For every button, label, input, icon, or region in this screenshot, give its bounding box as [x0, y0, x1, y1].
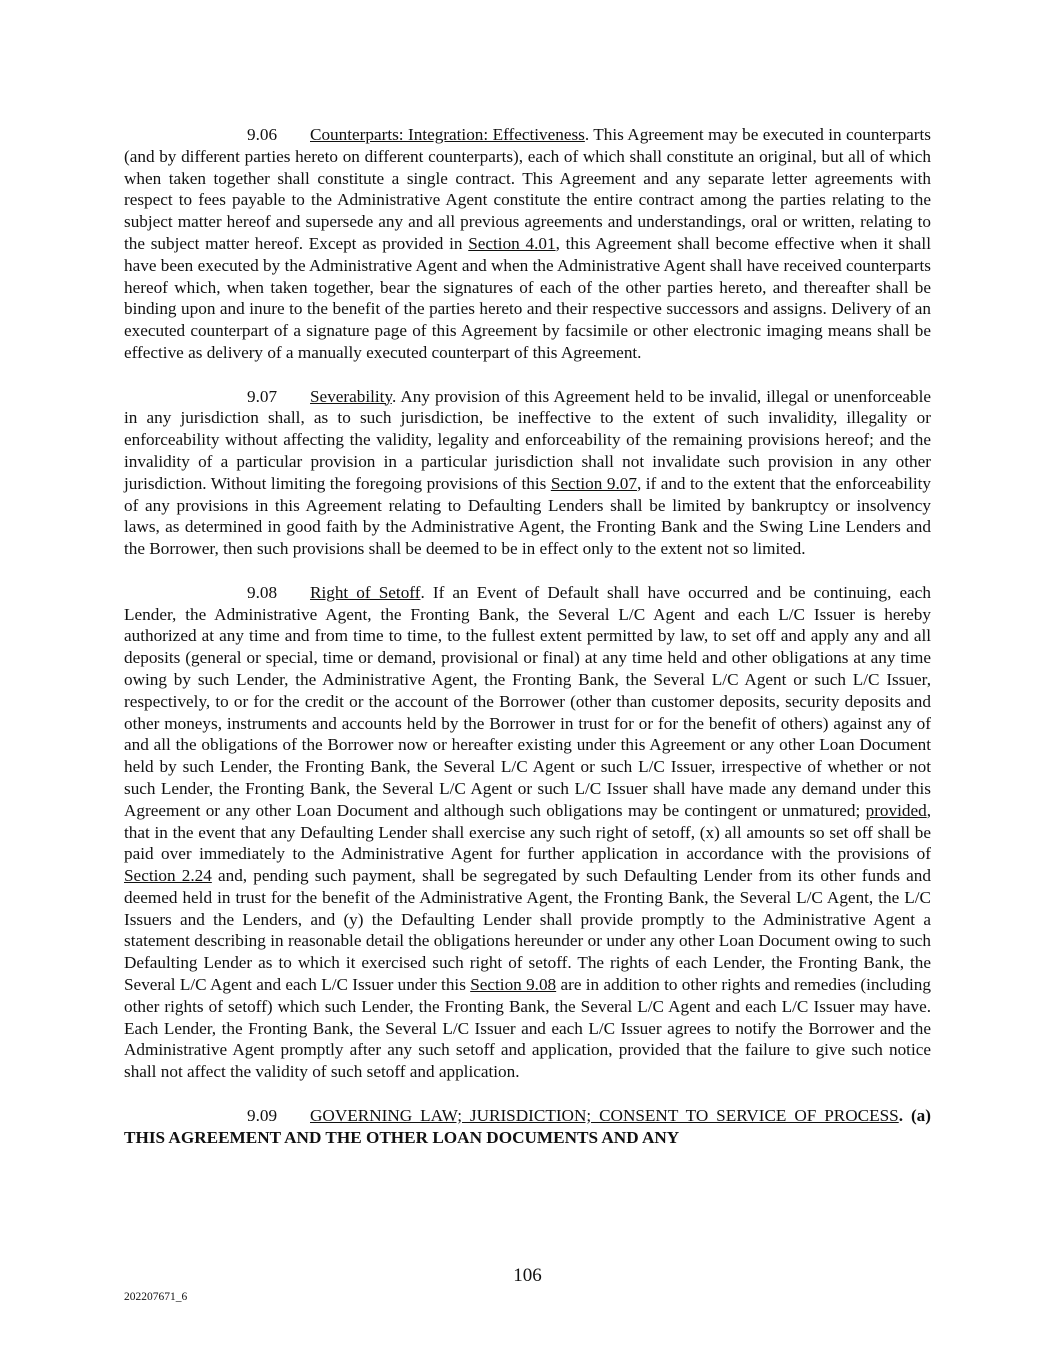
section-9-09: [124, 1105, 931, 1149]
section-9-08: [124, 582, 931, 1083]
section-9-07: [124, 386, 931, 560]
page-number: 106: [513, 1265, 542, 1286]
section-text: , that in the event that any Defaulting Lender shall exercise any such right of setoff, (x) all amounts so set off shall be paid over immediately to the Administrative Agent for further application in accordance with the provisions of: [124, 800, 931, 864]
section-text: , if and to the extent that the enforceability of any provisions in this Agreement relating to Defaulting Lenders shall be limited by bankruptcy or insolvency laws, as determined in good faith by the Administrative Agent, the Fronting Bank and the Swing Line Lenders and the Borrower, then such provisions shall be deemed to be in effect only to the extent not so limited.: [124, 473, 931, 559]
section-number: 9.08: [247, 582, 278, 602]
section-text: .: [898, 1105, 911, 1125]
section-text: and, pending such payment, shall be segregated by such Defaulting Lender from its other funds and deemed held in trust for the benefit of the Administrative Agent, the Fronting Bank, the Several L/C Agent, the L/C Issuers and the Lenders, and (y) the Defaulting Lender shall provide promptly to the Administrative Agent a statement describing in reasonable detail the obligations hereunder or under any other Loan Document owing to such Defaulting Lender as to which it exercised such right of setoff. The rights of each Lender, the Fronting Bank, the Several L/C Agent and each L/C Issuer under this: [124, 866, 931, 995]
document-body: [124, 124, 931, 1170]
section-text: . This Agreement may be executed in counterparts (and by different parties hereto on different counterparts), each of which shall constitute an original, but all of which when taken together shall constitute a single contract. This Agreement and any separate letter agreements with respect to fees payable to the Administrative Agent constitute the entire contract among the parties relating to the subject matter hereof and supersede any and all previous agreements and understandings, oral or written, relating to the subject matter hereof. Except as provided in: [124, 125, 931, 253]
provided-term: provided: [865, 800, 927, 820]
section-text: are in addition to other rights and remedies (including other rights of setoff) which such Lender, the Fronting Bank, the Several L/C Agent and each L/C Issuer may have. Each Lender, the Fronting Bank, the Several L/C Issuer and each L/C Issuer agrees to notify the Borrower and the Administrative Agent promptly after any such setoff and application, provided that the failure to give such notice shall not affect the validity of such setoff and application.: [124, 975, 931, 1082]
section-heading: Severability: [310, 386, 392, 406]
document-id: 202207671_6: [124, 1291, 188, 1303]
cross-reference: Section 9.08: [470, 975, 557, 995]
section-text: . If an Event of Default shall have occurred and be continuing, each Lender, the Administrative Agent, the Fronting Bank, the Several L/C Agent and each L/C Issuer is hereby authorized at any time and from time to time, to the fullest extent permitted by law, to set off and apply any and all deposits (general or special, time or demand, provisional or final) at any time held and other obligations at any time owing by such Lender, the Administrative Agent, the Fronting Bank, the Several L/C Agent or such L/C Issuer, respectively, to or for the credit or the account of the Borrower (other than customer deposits, security deposits and other moneys, instruments and accounts held by the Borrower in trust for or for the benefit of others) against any of and all the obligations of the Borrower now or hereafter existing under this Agreement or any other Loan Document held by such Lender, the Fronting Bank, the Several L/C Agent or such L/C Issuer, irrespective of whether or not such Lender, the Fronting Bank, the Several L/C Agent or such L/C Issuer shall have made any demand under this Agreement or any other Loan Document and although such obligations may be contingent or unmatured;: [124, 582, 932, 820]
section-number: 9.07: [247, 386, 278, 406]
section-heading: GOVERNING LAW; JURISDICTION; CONSENT TO SERVICE OF PROCESS: [310, 1105, 899, 1125]
section-heading: Right of Setoff: [310, 582, 421, 602]
cross-reference: Section 2.24: [124, 866, 212, 886]
section-heading: Counterparts: Integration: Effectiveness: [310, 125, 585, 144]
section-9-06: [124, 124, 931, 364]
section-bold-text: (a) THIS AGREEMENT AND THE OTHER LOAN DOCUMENTS AND ANY: [124, 1105, 931, 1147]
section-text: , this Agreement shall become effective when it shall have been executed by the Administrative Agent and when the Administrative Agent shall have received counterparts hereof which, when taken together, bear the signatures of each of the other parties hereto, and thereafter shall be binding upon and inure to the benefit of the parties hereto and their respective successors and assigns. Delivery of an executed counterpart of a signature page of this Agreement by facsimile or other electronic imaging means shall be effective as delivery of a manually executed counterpart of this Agreement.: [124, 233, 931, 362]
section-number: 9.06: [247, 125, 278, 144]
section-number: 9.09: [247, 1105, 278, 1125]
section-text: . Any provision of this Agreement held to be invalid, illegal or unenforceable in any jurisdiction shall, as to such jurisdiction, be ineffective to the extent of such invalidity, illegality or enforceability without affecting the validity, legality and enforceability of the remaining provisions hereof; and the invalidity of a particular provision in a particular jurisdiction shall not invalidate such provision in any other jurisdiction. Without limiting the foregoing provisions of this: [124, 386, 931, 493]
cross-reference: Section 4.01: [468, 233, 556, 253]
cross-reference: Section 9.07: [550, 473, 637, 493]
